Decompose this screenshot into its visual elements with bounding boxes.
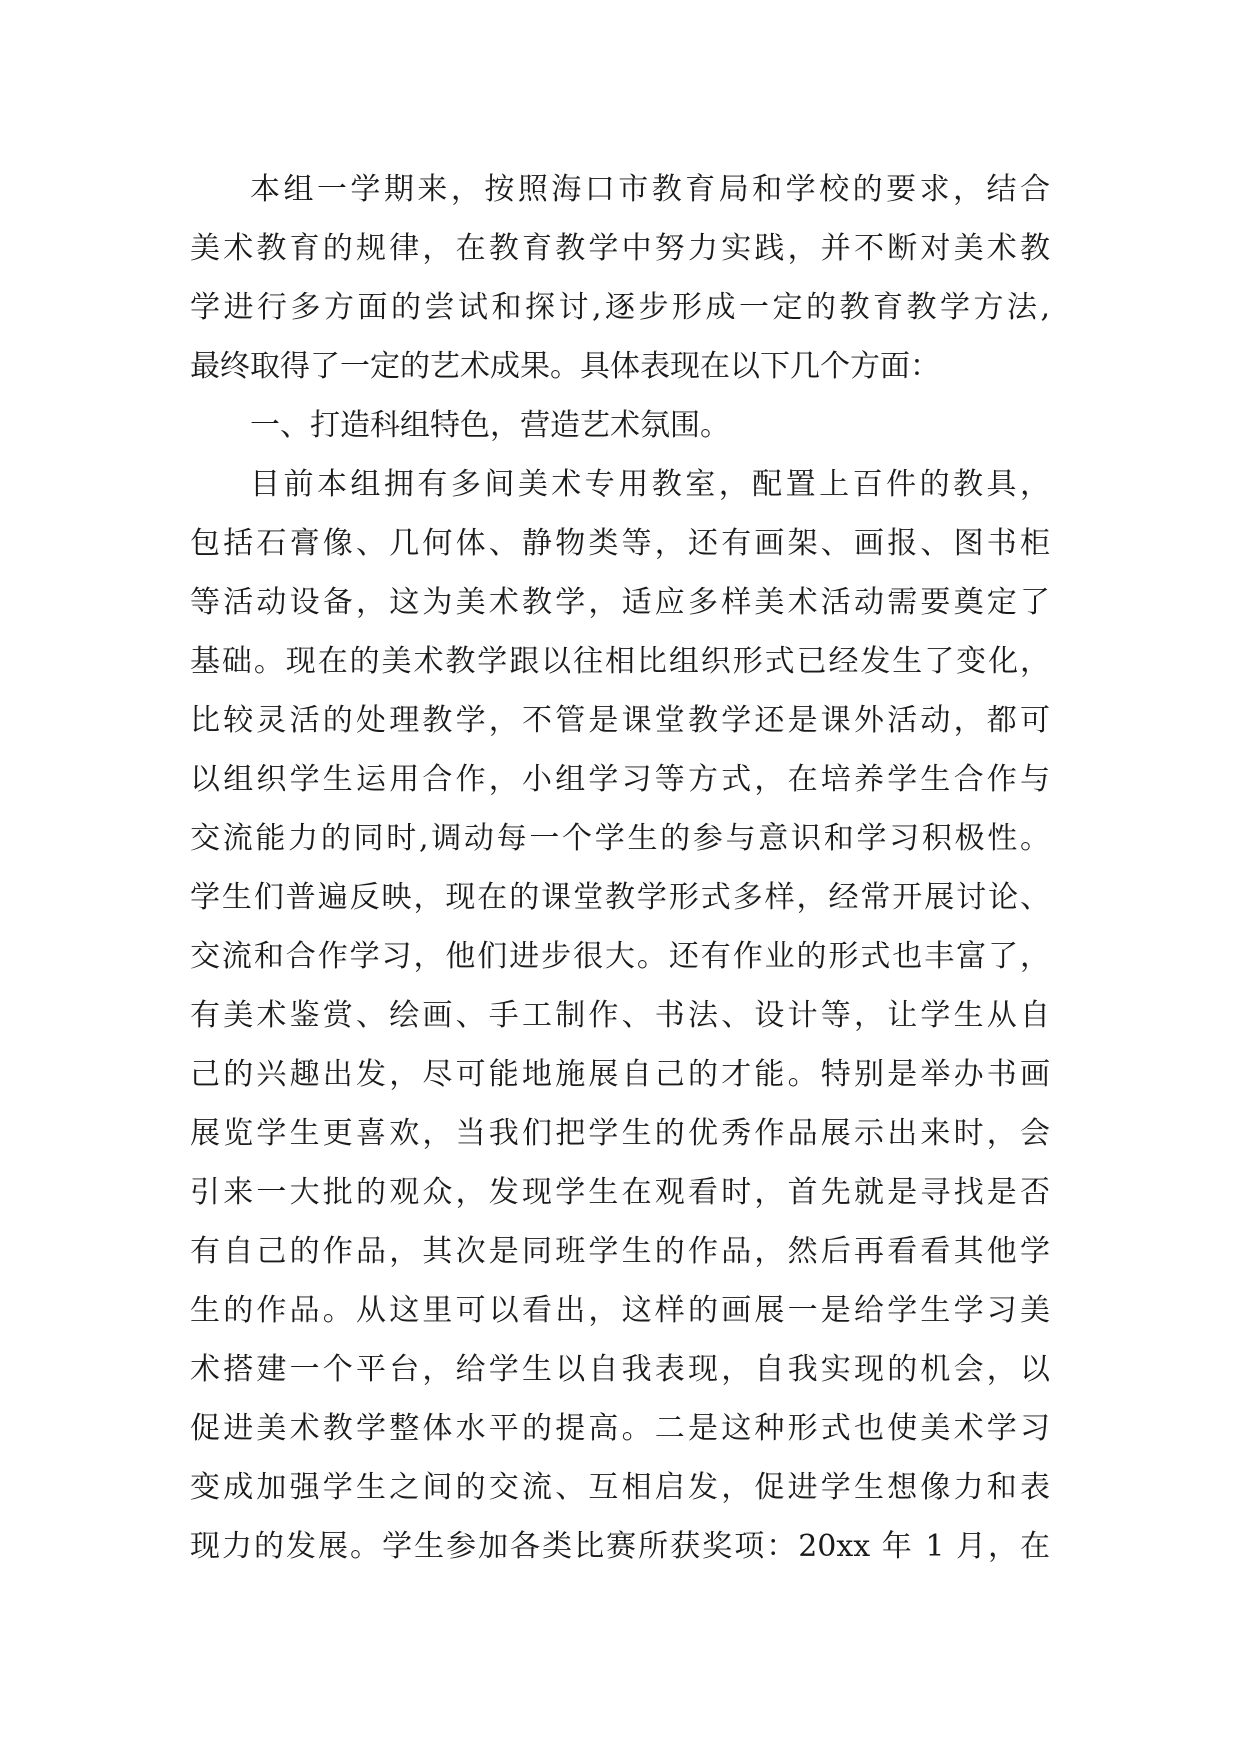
paragraph-2-line-19: 现力的发展。学生参加各类比赛所获奖项：20xx 年 1 月，在 [190,1529,1050,1564]
paragraph-2-line-11: 己的兴趣出发，尽可能地施展自己的才能。特别是举办书画 [190,1057,1050,1092]
paragraph-2-line-5: 比较灵活的处理教学，不管是课堂教学还是课外活动，都可 [190,703,1050,738]
paragraph-2-line-14: 有自己的作品，其次是同班学生的作品，然后再看看其他学 [190,1234,1050,1269]
paragraph-2-line-6: 以组织学生运用合作，小组学习等方式，在培养学生合作与 [190,762,1050,797]
paragraph-1-line-3: 学进行多方面的尝试和探讨,逐步形成一定的教育教学方法, [190,290,1050,325]
paragraph-2-line-18: 变成加强学生之间的交流、互相启发，促进学生想像力和表 [190,1470,1050,1505]
paragraph-2-line-1: 目前本组拥有多间美术专用教室，配置上百件的教具， [250,467,1050,502]
paragraph-2-line-8: 学生们普遍反映，现在的课堂教学形式多样，经常开展讨论、 [190,880,1050,915]
paragraph-2-line-17: 促进美术教学整体水平的提高。二是这种形式也使美术学习 [190,1411,1050,1446]
paragraph-2-line-2: 包括石膏像、几何体、静物类等，还有画架、画报、图书柜 [190,526,1050,561]
paragraph-2-line-3: 等活动设备，这为美术教学，适应多样美术活动需要奠定了 [190,585,1050,620]
paragraph-2-line-16: 术搭建一个平台，给学生以自我表现，自我实现的机会，以 [190,1352,1050,1387]
paragraph-1-line-4: 最终取得了一定的艺术成果。具体表现在以下几个方面： [190,349,940,384]
paragraph-1-line-1: 本组一学期来，按照海口市教育局和学校的要求，结合 [250,172,1050,207]
paragraph-2-line-10: 有美术鉴赏、绘画、手工制作、书法、设计等，让学生从自 [190,998,1050,1033]
paragraph-2-line-12: 展览学生更喜欢，当我们把学生的优秀作品展示出来时，会 [190,1116,1050,1151]
paragraph-2-line-13: 引来一大批的观众，发现学生在观看时，首先就是寻找是否 [190,1175,1050,1210]
section-heading: 一、打造科组特色，营造艺术氛围。 [250,408,730,443]
document-body [190,160,1050,1576]
paragraph-2-line-9: 交流和合作学习，他们进步很大。还有作业的形式也丰富了， [190,939,1050,974]
paragraph-1-line-2: 美术教育的规律，在教育教学中努力实践，并不断对美术教 [190,231,1050,266]
paragraph-2-line-4: 基础。现在的美术教学跟以往相比组织形式已经发生了变化， [190,644,1050,679]
paragraph-2-line-7: 交流能力的同时,调动每一个学生的参与意识和学习积极性。 [190,821,1050,856]
paragraph-2-line-15: 生的作品。从这里可以看出，这样的画展一是给学生学习美 [190,1293,1050,1328]
